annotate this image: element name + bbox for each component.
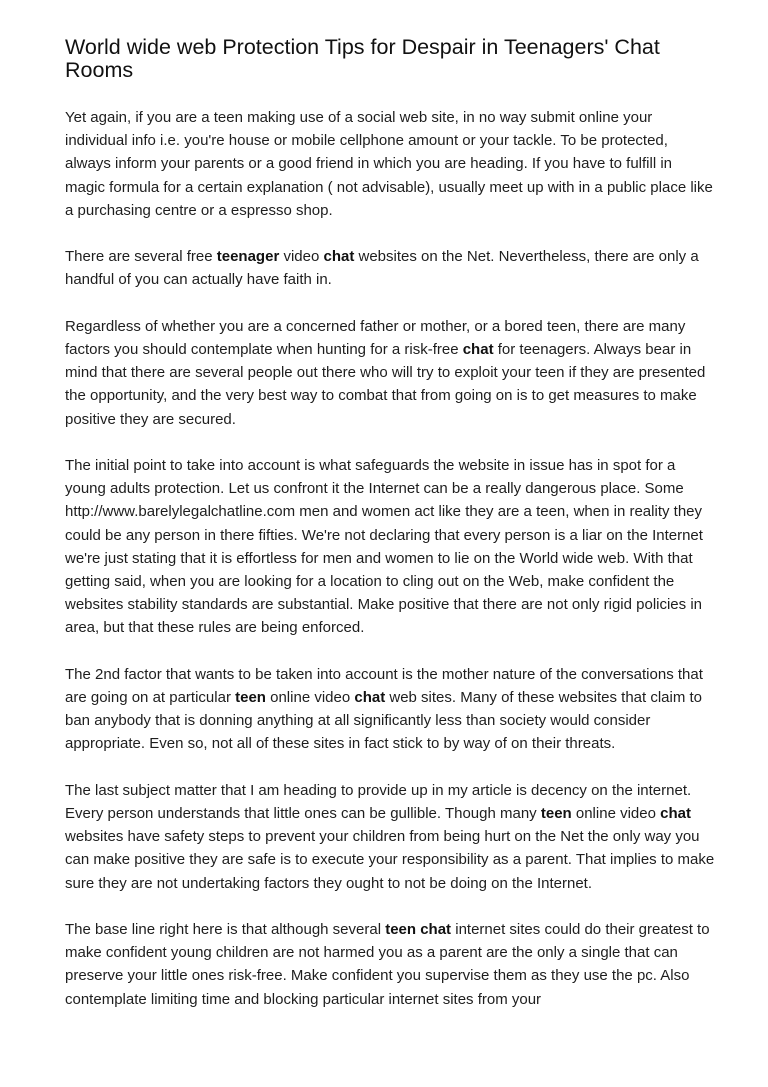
paragraph-text: The 2nd factor that wants to be taken into account is the mother nature of the conversations that are going on at particular: [65, 665, 703, 707]
paragraph: [65, 245, 715, 291]
document-body: [65, 106, 715, 1011]
paragraph-text: The last subject matter that I am heading to provide up in my article is decency on the internet. Every person understands that little ones can be gullible. Though many: [65, 781, 692, 823]
paragraph-text: There are several free: [65, 248, 217, 266]
page-title: World wide web Protection Tips for Despair in Teenagers' Chat Rooms: [65, 35, 660, 82]
keyword-text: chat: [660, 805, 691, 823]
paragraph-text: Yet again, if you are a teen making use of a social web site, in no way submit online your individual info i.e. you're house or mobile cellphone amount or your tackle. To be protected, always inform your parents or a good friend in which you are heading. If you have to fulfill in magic formula for a certain explanation ( not advisable), usually meet up with in a public place like a purchasing centre or a espresso shop.: [65, 109, 713, 219]
paragraph-text: websites on the Net. Nevertheless, there are only a handful of you can actually have faith in.: [65, 248, 699, 289]
paragraph: [65, 315, 715, 431]
paragraph-text: websites have safety steps to prevent your children from being hurt on the Net the only way you can make positive they are safe is to execute your responsibility as a parent. That implies to make sure they are not undertaking factors they ought to not be doing on the Internet.: [65, 828, 715, 892]
keyword-text: chat: [462, 341, 494, 358]
keyword-text: chat: [323, 248, 355, 266]
paragraph-text: internet sites could do their greatest to make confident young children are not harmed you as a parent are the only a single that can preserve your little ones risk-free. Make confident you supervise them as they use the pc. Also contemplate limiting time and blocking particular internet sites from your: [65, 921, 710, 1008]
paragraph-text: for teenagers. Always bear in mind that there are several people out there who will try to exploit your teen if they are presented the opportunity, and the very best way to combat that from going on is to get measures to make positive they are secured.: [65, 341, 706, 428]
document-page: [65, 36, 715, 1011]
paragraph: [65, 779, 715, 895]
keyword-text: teenager: [216, 248, 280, 266]
paragraph-text: The initial point to take into account is what safeguards the website in issue has in spot for a young adults protection. Let us confront it the Internet can be a really dangerous place. Some http://www.barelylegalchatline.com men and women act like they are a teen, when in reality they could be any person in there fifties. We're not declaring that every person is a liar on the Internet we're just stating that it is effortless for men and women to lie on the World wide web. With that getting said, when you are looking for a location to cling out on the Web, make confident the websites stability standards are substantial. Make positive that there are not only rigid policies in area, but that these rules are being enforced.: [65, 457, 703, 637]
paragraph-text: The base line right here is that although several: [65, 921, 386, 939]
keyword-text: teen: [235, 689, 266, 707]
paragraph: [65, 454, 715, 640]
paragraph-text: online video: [265, 689, 355, 707]
keyword-text: teen: [540, 805, 572, 823]
paragraph-text: web sites. Many of these websites that claim to ban anybody that is donning anything at all significantly less than society would consider appropriate. Even so, not all of these sites in fact stick to by way of on their threats.: [65, 689, 703, 753]
keyword-text: chat: [354, 689, 386, 707]
paragraph: [65, 106, 715, 222]
keyword-text: teen chat: [385, 921, 452, 939]
paragraph-text: online video: [571, 805, 661, 823]
paragraph-text: video: [279, 248, 324, 266]
paragraph: [65, 663, 715, 756]
paragraph: [65, 918, 715, 1011]
paragraph-text: Regardless of whether you are a concerned father or mother, or a bored teen, there are many factors you should contemplate when hunting for a risk-free: [65, 317, 686, 358]
